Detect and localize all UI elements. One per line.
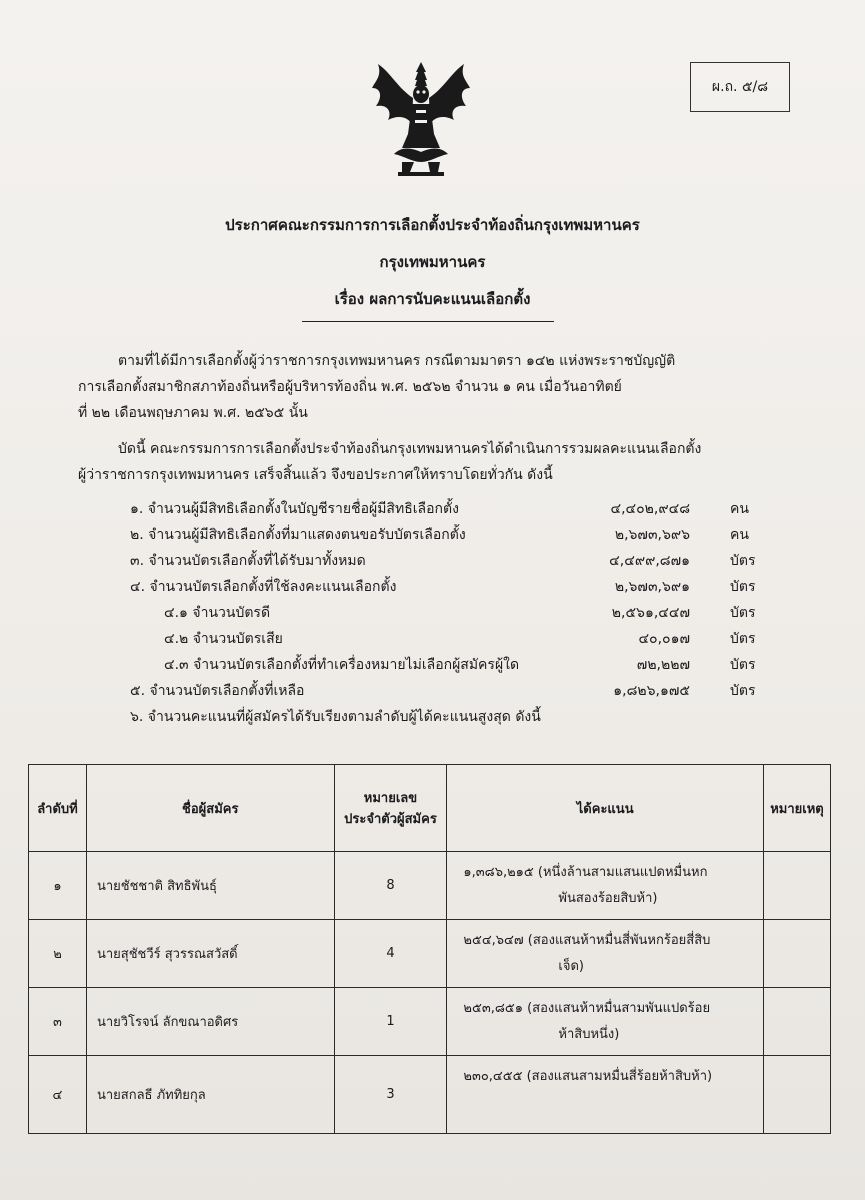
cell-votes: [447, 988, 764, 1056]
stat-label: ๔.๑ จำนวนบัตรดี: [164, 605, 271, 621]
header-votes: ได้คะแนน: [447, 765, 764, 852]
stat-unit: บัตร: [730, 683, 756, 699]
stat-value: ๒,๖๗๓,๖๙๖: [614, 527, 690, 543]
cell-name: นายสกลธี ภัททิยกุล: [86, 1056, 334, 1134]
title-divider: [302, 321, 554, 322]
stat-label: ๕. จำนวนบัตรเลือกตั้งที่เหลือ: [130, 683, 305, 699]
form-code-box: [690, 62, 790, 112]
cell-remark: [763, 852, 830, 920]
table-row: [29, 1056, 831, 1134]
stat-item: [130, 706, 760, 728]
table-row: [29, 852, 831, 920]
votes-line1: ๒๓๐,๔๕๕ (สองแสนสามหมื่นสี่ร้อยห้าสิบห้า): [463, 1069, 713, 1084]
cell-rank: ๑: [29, 852, 87, 920]
cell-number: 3: [334, 1056, 447, 1134]
votes-line1: ๒๕๓,๘๕๑ (สองแสนห้าหมื่นสามพันแปดร้อย: [463, 1000, 711, 1016]
stat-unit: บัตร: [730, 657, 756, 673]
cell-name: นายสุชัชวีร์ สุวรรณสวัสดิ์: [86, 920, 334, 988]
stat-value: ๑,๘๒๖,๑๗๕: [613, 683, 690, 699]
stat-unit: บัตร: [730, 631, 756, 647]
cell-rank: ๓: [29, 988, 87, 1056]
stat-value: ๔,๔๙๙,๘๗๑: [609, 553, 690, 569]
stat-item: [130, 498, 760, 520]
votes-line1: ๒๕๔,๖๔๗ (สองแสนห้าหมื่นสี่พันหกร้อยสี่สิบ: [463, 932, 711, 948]
cell-remark: [763, 988, 830, 1056]
stat-item: [130, 680, 760, 702]
stat-item: [130, 576, 760, 598]
intro-line-1: ตามที่ได้มีการเลือกตั้งผู้ว่าราชการกรุงเทพมหานคร กรณีตามมาตรา ๑๔๒ แห่งพระราชบัญญัติ: [118, 353, 676, 369]
votes-line2: พันสองร้อยสิบห้า): [558, 890, 658, 906]
stat-value: ๗๒,๒๒๗: [636, 657, 690, 673]
stat-label: ๒. จำนวนผู้มีสิทธิเลือกตั้งที่มาแสดงตนขอรับบัตรเลือกตั้ง: [130, 527, 466, 543]
intro-line-3: ที่ ๒๒ เดือนพฤษภาคม พ.ศ. ๒๕๖๕ นั้น: [78, 405, 308, 421]
stat-label: ๔.๓ จำนวนบัตรเลือกตั้งที่ทำเครื่องหมายไม่เลือกผู้สมัครผู้ใด: [164, 657, 520, 673]
stat-subitem: [130, 628, 760, 650]
announcement-subject: เรื่อง ผลการนับคะแนนเลือกตั้ง: [334, 290, 531, 308]
votes-line1: ๑,๓๘๖,๒๑๕ (หนึ่งล้านสามแสนแปดหมื่นหก: [463, 864, 708, 880]
results-table: [28, 764, 831, 1134]
stat-unit: บัตร: [730, 553, 756, 569]
announcement-title: ประกาศคณะกรรมการการเลือกตั้งประจำท้องถิ่นกรุงเทพมหานคร: [225, 216, 640, 234]
stat-label: ๑. จำนวนผู้มีสิทธิเลือกตั้งในบัญชีรายชื่อผู้มีสิทธิเลือกตั้ง: [130, 501, 459, 517]
form-code: ผ.ถ. ๕/๘: [711, 79, 769, 95]
stat-label: ๔. จำนวนบัตรเลือกตั้งที่ใช้ลงคะแนนเลือกตั้ง: [130, 579, 397, 595]
header-number: [334, 765, 447, 852]
table-row: [29, 988, 831, 1056]
intro-line-4: บัดนี้ คณะกรรมการการเลือกตั้งประจำท้องถิ่นกรุงเทพมหานครได้ดำเนินการรวมผลคะแนนเลือกตั้ง: [118, 441, 702, 457]
stat-subitem: [130, 602, 760, 624]
cell-rank: ๒: [29, 920, 87, 988]
cell-number: 1: [334, 988, 447, 1056]
stat-value: ๒,๖๗๓,๖๙๑: [614, 579, 690, 595]
cell-remark: [763, 920, 830, 988]
cell-votes: [447, 1056, 764, 1134]
table-header-row: [29, 765, 831, 852]
votes-line2: ห้าสิบหนึ่ง): [558, 1026, 620, 1042]
cell-name: นายวิโรจน์ ลักขณาอดิศร: [86, 988, 334, 1056]
intro-line-2: การเลือกตั้งสมาชิกสภาท้องถิ่นหรือผู้บริหารท้องถิ่น พ.ศ. ๒๕๖๒ จำนวน ๑ คน เมื่อวันอาทิตย์: [78, 379, 622, 395]
cell-number: 4: [334, 920, 447, 988]
header-remark: หมายเหตุ: [763, 765, 830, 852]
stat-item: [130, 524, 760, 546]
garuda-emblem: [368, 58, 474, 182]
cell-remark: [763, 1056, 830, 1134]
stat-label: ๖. จำนวนคะแนนที่ผู้สมัครได้รับเรียงตามลำดับผู้ได้คะแนนสูงสุด ดังนี้: [130, 709, 541, 725]
header-rank: ลำดับที่: [29, 765, 87, 852]
header-name: ชื่อผู้สมัคร: [86, 765, 334, 852]
stat-item: [130, 550, 760, 572]
table-row: [29, 920, 831, 988]
announcement-city: กรุงเทพมหานคร: [379, 253, 486, 271]
cell-number: 8: [334, 852, 447, 920]
stat-label: ๓. จำนวนบัตรเลือกตั้งที่ได้รับมาทั้งหมด: [130, 553, 366, 569]
stat-unit: คน: [730, 527, 749, 543]
stat-label: ๔.๒ จำนวนบัตรเสีย: [164, 631, 283, 647]
cell-votes: [447, 920, 764, 988]
stat-subitem: [130, 654, 760, 676]
intro-line-5: ผู้ว่าราชการกรุงเทพมหานคร เสร็จสิ้นแล้ว จึงขอประกาศให้ทราบโดยทั่วกัน ดังนี้: [78, 467, 553, 483]
stat-unit: บัตร: [730, 605, 756, 621]
stat-value: ๔,๔๐๒,๙๔๘: [610, 501, 690, 517]
cell-votes: [447, 852, 764, 920]
cell-rank: ๔: [29, 1056, 87, 1134]
votes-line2: เจ็ด): [558, 958, 584, 974]
cell-name: นายชัชชาติ สิทธิพันธุ์: [86, 852, 334, 920]
stat-value: ๒,๕๖๑,๔๔๗: [611, 605, 690, 621]
header-number-line2: ประจำตัวผู้สมัคร: [344, 812, 437, 827]
stat-unit: คน: [730, 501, 749, 517]
header-number-line1: หมายเลข: [363, 791, 418, 806]
stat-value: ๔๐,๐๑๗: [638, 631, 690, 647]
stat-unit: บัตร: [730, 579, 756, 595]
